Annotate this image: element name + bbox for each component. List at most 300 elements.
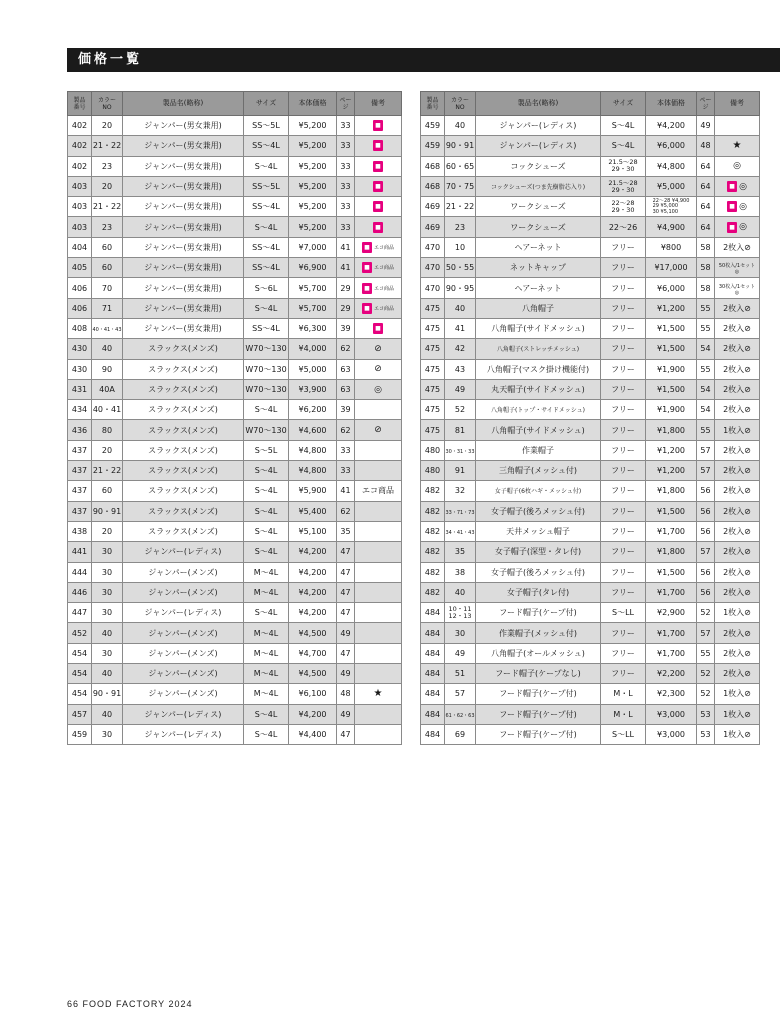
page-cell xyxy=(697,176,715,196)
product-name-cell xyxy=(476,359,601,379)
size-cell xyxy=(601,258,646,278)
table-row xyxy=(68,704,402,724)
price: ¥4,700 xyxy=(298,648,327,658)
size-cell xyxy=(244,359,289,379)
price: ¥4,500 xyxy=(298,669,327,679)
product-no: 482 xyxy=(424,486,441,496)
product-name-cell xyxy=(123,684,244,704)
product-name-cell xyxy=(476,258,601,278)
note-cell xyxy=(715,440,760,460)
size: S〜6L xyxy=(254,283,278,293)
color-no-cell xyxy=(92,420,123,440)
color-no-cell xyxy=(445,664,476,684)
note-text: エコ商品 xyxy=(373,244,394,251)
price: ¥2,200 xyxy=(657,669,685,679)
table-row xyxy=(421,116,760,136)
color-no: 21・22 xyxy=(92,466,122,476)
color-no: 90・95 xyxy=(445,283,475,293)
table-row xyxy=(421,298,760,318)
table-row xyxy=(68,379,402,399)
note-content xyxy=(723,526,751,537)
table-row xyxy=(421,461,760,481)
page-cell xyxy=(697,684,715,704)
product-no-cell xyxy=(68,542,92,562)
page-cell xyxy=(337,176,355,196)
size-cell xyxy=(244,623,289,643)
product-name: 女子帽子(後ろメッシュ付) xyxy=(490,567,586,577)
product-no-cell xyxy=(68,400,92,420)
color-no: 40・41 xyxy=(92,405,122,415)
size-cell xyxy=(244,501,289,521)
product-no-cell xyxy=(68,318,92,338)
note-content xyxy=(362,262,394,273)
product-name-cell xyxy=(123,704,244,724)
price-cell xyxy=(646,562,697,582)
color-no: 20 xyxy=(101,527,113,537)
note-content xyxy=(373,181,383,192)
color-no-cell xyxy=(92,704,123,724)
note-content xyxy=(723,404,751,415)
size: S〜4L xyxy=(254,547,278,557)
note-content xyxy=(373,140,383,151)
table-row xyxy=(68,623,402,643)
size: S〜4L xyxy=(254,466,278,476)
note-text: 2枚入⊘ xyxy=(723,506,751,516)
price-cell xyxy=(646,237,697,257)
size-cell xyxy=(244,603,289,623)
page-number: 52 xyxy=(700,669,711,679)
color-no-cell xyxy=(445,176,476,196)
price-cell xyxy=(646,400,697,420)
size-cell xyxy=(601,318,646,338)
price-cell xyxy=(646,623,697,643)
page-cell xyxy=(337,318,355,338)
size-cell xyxy=(601,704,646,724)
page-number: 47 xyxy=(340,567,351,577)
size-cell xyxy=(601,298,646,318)
product-no-cell xyxy=(68,704,92,724)
size-cell xyxy=(244,684,289,704)
table-row xyxy=(68,176,402,196)
page-number: 62 xyxy=(340,344,351,354)
product-no-cell xyxy=(68,684,92,704)
table-row xyxy=(68,136,402,156)
product-name: ヘアーネット xyxy=(514,283,562,293)
product-name: 八角帽子(サイドメッシュ) xyxy=(491,324,585,334)
note-cell xyxy=(715,461,760,481)
color-no-cell xyxy=(92,298,123,318)
page-number: 55 xyxy=(700,303,711,313)
color-no: 23 xyxy=(454,222,466,232)
product-name-cell xyxy=(476,724,601,744)
price-table-left xyxy=(67,91,402,745)
product-no: 405 xyxy=(71,263,88,273)
price-cell xyxy=(646,684,697,704)
color-no-cell xyxy=(92,440,123,460)
note-cell xyxy=(355,623,402,643)
product-name: 丸天帽子(サイドメッシュ) xyxy=(491,385,585,394)
price-cell xyxy=(646,298,697,318)
color-no: 30 xyxy=(101,587,113,597)
product-name: 女子帽子(後ろメッシュ付) xyxy=(490,506,586,516)
header-color-no: カラー NO xyxy=(92,92,123,116)
table-row xyxy=(68,603,402,623)
product-no-cell xyxy=(421,461,445,481)
product-no-cell xyxy=(421,440,445,460)
size-cell xyxy=(601,379,646,399)
page-cell xyxy=(697,197,715,217)
size: S〜4L xyxy=(611,121,635,131)
size: 21.5〜28 29・30 xyxy=(608,178,638,194)
product-name: ジャンパー(レディス) xyxy=(499,141,577,151)
product-no-cell xyxy=(421,237,445,257)
note-cell xyxy=(715,704,760,724)
size-cell xyxy=(601,542,646,562)
product-no-cell xyxy=(421,582,445,602)
product-no-cell xyxy=(68,481,92,501)
size-cell xyxy=(244,156,289,176)
product-no-cell xyxy=(68,197,92,217)
size-cell xyxy=(601,643,646,663)
size-cell xyxy=(244,664,289,684)
note-cell xyxy=(355,237,402,257)
product-name: スラックス(メンズ) xyxy=(148,425,218,435)
note-text: エコ商品 xyxy=(373,305,394,312)
product-name: ジャンパー(男女兼用) xyxy=(144,121,222,131)
page-cell xyxy=(697,603,715,623)
table-row xyxy=(421,379,760,399)
size-cell xyxy=(244,237,289,257)
note-text: 1枚入⊘ xyxy=(723,608,751,618)
color-no-cell xyxy=(92,562,123,582)
table-row xyxy=(68,197,402,217)
price-cell xyxy=(646,339,697,359)
price: ¥5,200 xyxy=(298,141,327,151)
product-name: ワークシューズ xyxy=(510,222,566,232)
note-content xyxy=(723,323,751,334)
price: ¥5,200 xyxy=(298,222,327,232)
color-no-cell xyxy=(445,237,476,257)
table-row xyxy=(68,643,402,663)
size: フリー xyxy=(611,547,635,557)
product-no-cell xyxy=(68,136,92,156)
note-content xyxy=(723,425,751,436)
product-no: 475 xyxy=(424,324,441,334)
page-cell xyxy=(697,258,715,278)
page-cell xyxy=(337,278,355,298)
table-row xyxy=(421,339,760,359)
size: 22〜26 xyxy=(608,222,638,232)
page-cell xyxy=(337,664,355,684)
note-cell xyxy=(715,664,760,684)
table-row xyxy=(421,684,760,704)
table-row xyxy=(68,400,402,420)
product-name: ジャンパー(メンズ) xyxy=(148,628,218,638)
product-no-cell xyxy=(421,136,445,156)
color-no: 10 xyxy=(454,242,466,252)
color-no: 69 xyxy=(454,730,466,740)
color-no-cell xyxy=(445,643,476,663)
price-cell xyxy=(289,684,337,704)
product-no-cell xyxy=(421,704,445,724)
note-cell xyxy=(715,217,760,237)
size: S〜LL xyxy=(612,730,634,740)
color-no: 70・75 xyxy=(445,182,475,192)
price-table-right-body xyxy=(421,116,760,745)
color-no: 30 xyxy=(101,648,113,658)
price-cell xyxy=(289,258,337,278)
page-title: 価格一覧 xyxy=(67,48,780,72)
size-cell xyxy=(244,562,289,582)
note-content xyxy=(374,425,382,435)
table-row xyxy=(421,582,760,602)
page-number: 58 xyxy=(700,242,711,252)
product-name-cell xyxy=(476,339,601,359)
page-cell xyxy=(697,420,715,440)
product-name: ジャンパー(レディス) xyxy=(144,608,222,618)
color-no-cell xyxy=(445,603,476,623)
price: ¥1,200 xyxy=(657,466,685,476)
table-row xyxy=(68,542,402,562)
color-no-cell xyxy=(92,521,123,541)
price: ¥4,500 xyxy=(298,628,327,638)
note-cell xyxy=(715,643,760,663)
color-no: 71 xyxy=(101,303,113,313)
size: S〜4L xyxy=(254,709,278,719)
price: ¥4,800 xyxy=(298,445,327,455)
size-cell xyxy=(244,318,289,338)
size-cell xyxy=(244,197,289,217)
page-cell xyxy=(697,461,715,481)
note-content xyxy=(723,445,751,456)
page-cell xyxy=(337,704,355,724)
page-cell xyxy=(337,156,355,176)
size: フリー xyxy=(611,425,635,435)
size-cell xyxy=(601,278,646,298)
product-name: ジャンパー(レディス) xyxy=(144,709,222,719)
size: S〜4L xyxy=(254,730,278,740)
color-no-cell xyxy=(445,359,476,379)
color-no: 52 xyxy=(454,405,466,415)
table-row xyxy=(421,136,760,156)
note-cell xyxy=(715,684,760,704)
price: ¥6,100 xyxy=(298,689,327,699)
product-no: 408 xyxy=(71,324,88,334)
page-cell xyxy=(337,582,355,602)
product-no: 402 xyxy=(71,121,88,131)
price-cell xyxy=(289,542,337,562)
size-cell xyxy=(244,400,289,420)
size: フリー xyxy=(611,669,635,679)
note-content xyxy=(723,485,751,496)
size-cell xyxy=(244,704,289,724)
product-no: 437 xyxy=(71,466,88,476)
note-content xyxy=(374,344,382,354)
product-name: 作業帽子(メッシュ付) xyxy=(498,628,578,638)
note-content xyxy=(723,465,751,476)
product-name: 女子帽子(6枚ハギ・メッシュ付) xyxy=(494,488,582,496)
size: M〜4L xyxy=(253,628,279,638)
page-cell xyxy=(697,623,715,643)
note-content xyxy=(374,385,382,395)
table-row xyxy=(421,664,760,684)
product-name: ネットキャップ xyxy=(510,263,566,273)
note-cell xyxy=(355,704,402,724)
note-text: ⊘ xyxy=(374,343,382,354)
color-no: 32 xyxy=(454,486,466,496)
product-no-cell xyxy=(68,217,92,237)
product-name-cell xyxy=(476,318,601,338)
note-text: ◎ xyxy=(374,384,382,395)
product-no-cell xyxy=(421,501,445,521)
note-content xyxy=(723,607,751,618)
product-name: ヘアーネット xyxy=(514,242,562,252)
product-name: ジャンパー(男女兼用) xyxy=(144,141,222,151)
size: S〜4L xyxy=(254,527,278,537)
price: ¥4,200 xyxy=(298,709,327,719)
product-no: 441 xyxy=(71,547,88,557)
size: S〜4L xyxy=(254,303,278,313)
note-text: 2枚入⊘ xyxy=(723,587,751,597)
product-no-cell xyxy=(68,521,92,541)
product-name-cell xyxy=(123,562,244,582)
page-number: 39 xyxy=(340,324,351,334)
color-no: 43 xyxy=(454,364,466,374)
product-name-cell xyxy=(123,278,244,298)
color-no: 23 xyxy=(101,222,113,232)
size: M〜4L xyxy=(253,669,279,679)
product-name: ジャンパー(男女兼用) xyxy=(144,283,222,293)
table-row xyxy=(421,400,760,420)
page-number: 54 xyxy=(700,405,711,415)
note-cell xyxy=(355,116,402,136)
product-name-cell xyxy=(476,461,601,481)
product-no-cell xyxy=(68,440,92,460)
page-number: 33 xyxy=(340,141,351,151)
note-content xyxy=(723,506,751,517)
page-number: 41 xyxy=(340,242,351,252)
page-number: 41 xyxy=(340,486,351,496)
size: フリー xyxy=(611,486,635,496)
page-cell xyxy=(697,704,715,724)
size-cell xyxy=(601,582,646,602)
table-row xyxy=(421,562,760,582)
product-name: ジャンパー(レディス) xyxy=(144,547,222,557)
product-name: 作業帽子 xyxy=(522,445,554,455)
color-no: 35 xyxy=(454,547,466,557)
price: ¥6,900 xyxy=(298,263,327,273)
price: ¥5,200 xyxy=(298,121,327,131)
color-no-cell xyxy=(92,542,123,562)
product-name-cell xyxy=(476,400,601,420)
price: ¥4,200 xyxy=(298,587,327,597)
color-no-cell xyxy=(445,298,476,318)
product-name: スラックス(メンズ) xyxy=(148,466,218,476)
note-text: 2枚入⊘ xyxy=(723,669,751,679)
note-content xyxy=(362,283,394,294)
page-number: 33 xyxy=(340,202,351,212)
price: ¥1,700 xyxy=(657,527,685,537)
page-number: 48 xyxy=(700,141,711,151)
page-number: 53 xyxy=(700,730,711,740)
size-cell xyxy=(601,664,646,684)
pink-label-icon: ■ xyxy=(362,283,372,294)
product-no: 403 xyxy=(71,222,88,232)
price: ¥2,900 xyxy=(657,608,685,618)
note-content xyxy=(723,729,751,740)
note-cell xyxy=(355,521,402,541)
product-name-cell xyxy=(476,237,601,257)
product-name-cell xyxy=(476,582,601,602)
page-cell xyxy=(337,420,355,440)
table-row xyxy=(68,278,402,298)
page-cell xyxy=(337,116,355,136)
price-cell xyxy=(646,704,697,724)
color-no-cell xyxy=(445,542,476,562)
note-text: 2枚入⊘ xyxy=(723,628,751,638)
table-row xyxy=(68,562,402,582)
table-row xyxy=(68,420,402,440)
product-no: 469 xyxy=(424,202,441,212)
product-name-cell xyxy=(123,724,244,744)
page-cell xyxy=(337,440,355,460)
price: ¥5,200 xyxy=(298,161,327,171)
product-no: 444 xyxy=(71,567,88,577)
price: ¥4,200 xyxy=(298,608,327,618)
product-name-cell xyxy=(476,562,601,582)
size-cell xyxy=(601,461,646,481)
color-no: 42 xyxy=(454,344,466,354)
note-text: 2枚入⊘ xyxy=(723,405,751,415)
size: SS〜5L xyxy=(252,182,280,192)
color-no: 33・71・73 xyxy=(445,509,475,516)
product-no-cell xyxy=(421,258,445,278)
page-number: 33 xyxy=(340,222,351,232)
size: SS〜5L xyxy=(252,121,280,131)
product-name-cell xyxy=(123,237,244,257)
page-cell xyxy=(337,237,355,257)
table-row xyxy=(68,582,402,602)
product-name: 八角帽子(マスク掛け機能付) xyxy=(486,364,590,374)
page-number: 49 xyxy=(700,121,711,131)
price-cell xyxy=(289,501,337,521)
product-no-cell xyxy=(421,176,445,196)
note-cell xyxy=(355,258,402,278)
page-cell xyxy=(337,136,355,156)
page-cell xyxy=(337,542,355,562)
page-cell xyxy=(337,724,355,744)
page-cell xyxy=(697,542,715,562)
table-row xyxy=(421,217,760,237)
price-cell xyxy=(289,217,337,237)
price-cell xyxy=(646,521,697,541)
price: ¥1,500 xyxy=(657,567,685,577)
price: ¥1,800 xyxy=(657,547,685,557)
note-cell xyxy=(715,481,760,501)
color-no-cell xyxy=(445,379,476,399)
product-no-cell xyxy=(68,116,92,136)
size: フリー xyxy=(611,242,635,252)
note-text: 2枚入⊘ xyxy=(723,527,751,537)
color-no: 30 xyxy=(454,628,466,638)
pink-label-icon: ■ xyxy=(727,222,737,233)
product-no: 454 xyxy=(71,669,88,679)
page-number: 47 xyxy=(340,730,351,740)
price: ¥5,700 xyxy=(298,283,327,293)
price-cell xyxy=(646,197,697,217)
pink-label-icon: ■ xyxy=(373,140,383,151)
size-cell xyxy=(244,116,289,136)
